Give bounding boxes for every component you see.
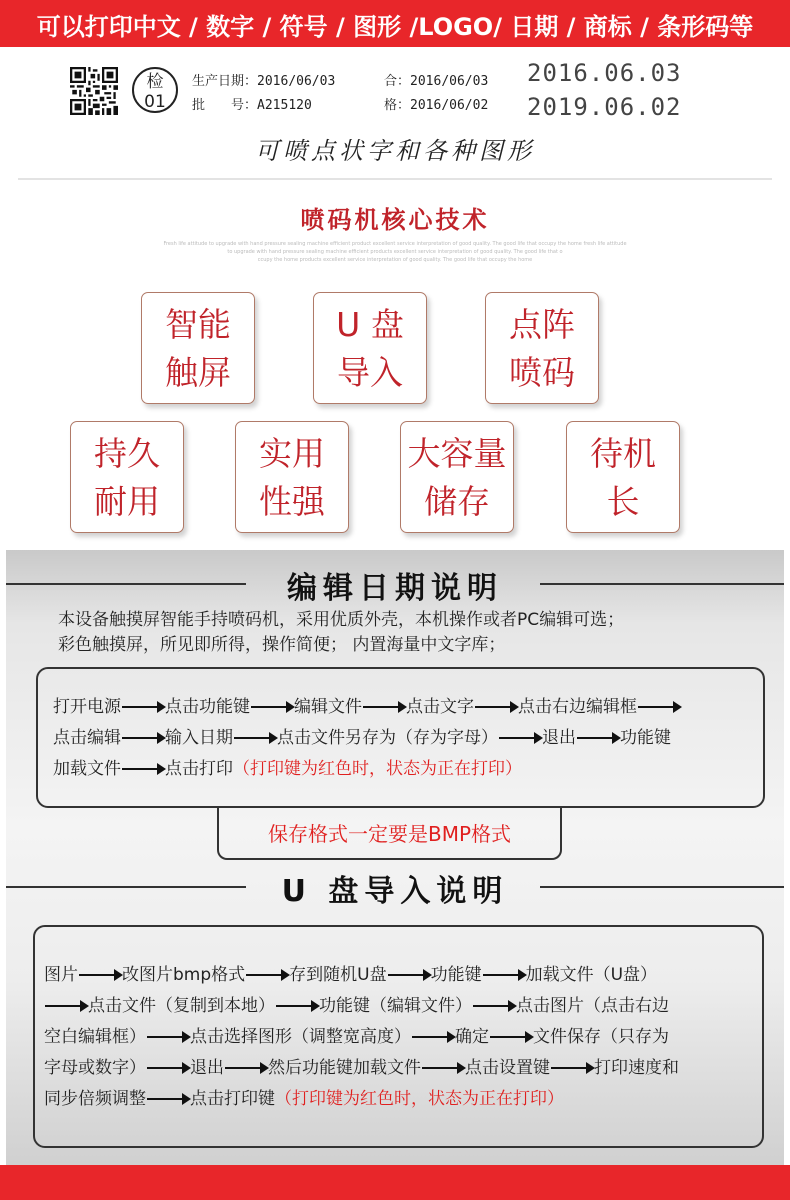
step-label: 点击设置键 bbox=[465, 1058, 550, 1078]
arrow-right-icon bbox=[412, 1036, 454, 1038]
text-part: 待机 bbox=[590, 434, 656, 473]
step-label: 点击文件另存为（存为字母） bbox=[277, 728, 498, 748]
text-part: 点阵 bbox=[509, 305, 575, 344]
step-label: 退出 bbox=[190, 1058, 224, 1078]
arrow-right-icon bbox=[122, 706, 164, 708]
stamp-top: 检 bbox=[146, 72, 164, 92]
print-status-note: （打印键为红色时，状态为正在打印） bbox=[233, 759, 522, 779]
edit-desc-1: 本设备触摸屏智能手持喷码机，采用优质外壳，本机操作或者PC编辑可选； bbox=[58, 610, 625, 630]
text-part: 2016/06/03 bbox=[257, 74, 336, 89]
bottom-band bbox=[0, 1165, 790, 1200]
arrow-right-icon bbox=[551, 1067, 593, 1069]
step-row bbox=[44, 1084, 679, 1115]
info-qualified-date bbox=[384, 70, 488, 89]
step-label: 文件保存（只存为 bbox=[533, 1027, 669, 1047]
arrow-right-icon bbox=[475, 706, 517, 708]
step-label: 功能键（编辑文件） bbox=[319, 996, 472, 1016]
stamp-bottom: 01 bbox=[144, 92, 166, 112]
feature-dot-matrix bbox=[485, 292, 599, 404]
text-part: 耐用 bbox=[94, 482, 160, 521]
arrow-right-icon bbox=[246, 974, 288, 976]
arrow-right-icon bbox=[45, 1005, 87, 1007]
fine-print-3: ccupy the home products excellent service interpretation of good quality. The good life that occupy the home bbox=[257, 257, 533, 263]
arrow-right-icon bbox=[122, 768, 164, 770]
step-label: 点击文字 bbox=[406, 697, 474, 717]
info-production-date bbox=[192, 70, 335, 89]
arrow-right-icon bbox=[422, 1067, 464, 1069]
step-row bbox=[44, 1053, 679, 1084]
feature-smart-touchscreen bbox=[141, 292, 255, 404]
text-part: 2016/06/02 bbox=[410, 98, 489, 113]
arrow-right-icon bbox=[577, 737, 619, 739]
text-part: U 盘 bbox=[336, 305, 404, 344]
step-label: 改图片bmp格式 bbox=[122, 965, 246, 985]
core-tech-title: 喷码机核心技术 bbox=[300, 206, 490, 234]
text-part: 2016/06/03 bbox=[410, 74, 489, 89]
info-spec-date bbox=[384, 94, 488, 113]
qr-code-icon bbox=[70, 67, 118, 115]
step-label: 然后功能键加载文件 bbox=[268, 1058, 421, 1078]
text-part: 生产日期： bbox=[192, 74, 258, 89]
bmp-format-note: 保存格式一定要是BMP格式 bbox=[217, 808, 562, 860]
step-label: 同步倍频调整 bbox=[44, 1089, 146, 1109]
inspection-stamp bbox=[132, 67, 178, 113]
arrow-right-icon bbox=[473, 1005, 515, 1007]
text-part: 智能 bbox=[165, 305, 231, 344]
text-part: 合： bbox=[384, 74, 411, 89]
dot-matrix-text: 可喷点状字和各种图形 bbox=[255, 137, 535, 165]
text-part: 大容量 bbox=[407, 434, 507, 473]
step-label: 点击打印 bbox=[165, 759, 233, 779]
step-row bbox=[44, 960, 679, 991]
arrow-right-icon bbox=[251, 706, 293, 708]
step-label: 图片 bbox=[44, 965, 78, 985]
arrow-right-icon bbox=[490, 1036, 532, 1038]
step-label: 编辑文件 bbox=[294, 697, 362, 717]
step-row bbox=[44, 991, 679, 1022]
text-part: 导入 bbox=[337, 353, 403, 392]
top-banner bbox=[0, 0, 790, 47]
step-label: 点击功能键 bbox=[165, 697, 250, 717]
feature-practical bbox=[235, 421, 349, 533]
text-part: 储存 bbox=[424, 482, 490, 521]
step-label: 加载文件 bbox=[53, 759, 121, 779]
arrow-right-icon bbox=[234, 737, 276, 739]
step-row bbox=[53, 692, 681, 723]
step-label: 输入日期 bbox=[165, 728, 233, 748]
dot-date-2: 2019.06.02 bbox=[527, 93, 682, 121]
feature-usb-import bbox=[313, 292, 427, 404]
step-label: 确定 bbox=[455, 1027, 489, 1047]
text-part: 持久 bbox=[94, 434, 160, 473]
step-label: 存到随机U盘 bbox=[289, 965, 387, 985]
step-label: 点击打印键 bbox=[190, 1089, 275, 1109]
info-batch-number bbox=[192, 94, 312, 113]
arrow-right-icon bbox=[499, 737, 541, 739]
arrow-right-icon bbox=[276, 1005, 318, 1007]
usb-steps bbox=[44, 960, 679, 1115]
step-label: 打开电源 bbox=[53, 697, 121, 717]
arrow-right-icon bbox=[225, 1067, 267, 1069]
step-label: 打印速度和 bbox=[594, 1058, 679, 1078]
arrow-right-icon bbox=[638, 706, 680, 708]
step-label: 点击文件（复制到本地） bbox=[88, 996, 275, 1016]
feature-large-storage bbox=[400, 421, 514, 533]
print-sample bbox=[0, 47, 790, 177]
edit-date-title: 编辑日期说明 bbox=[287, 571, 503, 606]
banner-text: 可以打印中文 / 数字 / 符号 / 图形 /LOGO/ 日期 / 商标 / 条形码等 bbox=[36, 13, 754, 41]
step-label: 空白编辑框） bbox=[44, 1027, 146, 1047]
edit-desc-2: 彩色触摸屏，所见即所得，操作简便； 内置海量中文字库； bbox=[58, 635, 506, 655]
arrow-right-icon bbox=[79, 974, 121, 976]
feature-long-standby bbox=[566, 421, 680, 533]
text-part: 触屏 bbox=[165, 353, 231, 392]
divider bbox=[18, 178, 772, 180]
step-label: 字母或数字） bbox=[44, 1058, 146, 1078]
step-row bbox=[53, 723, 681, 754]
step-label: 加载文件（U盘） bbox=[525, 965, 658, 985]
step-label: 点击图片（点击右边 bbox=[516, 996, 669, 1016]
step-label: 点击选择图形（调整宽高度） bbox=[190, 1027, 411, 1047]
arrow-right-icon bbox=[483, 974, 525, 976]
text-part: 格： bbox=[384, 98, 411, 113]
text-part: 实用 bbox=[259, 434, 325, 473]
usb-import-title: U 盘导入说明 bbox=[281, 874, 509, 909]
fine-print-2: to upgrade with hand pressure sealing machine efficient products excellent service interpretation of good quality. The good life that o bbox=[227, 249, 563, 255]
fine-print-1: Fresh life attitude to upgrade with hand pressure sealing machine efficient product excellent service interpretation of good quality. The good life that occupy the home fresh life attitude bbox=[163, 241, 627, 247]
arrow-right-icon bbox=[147, 1067, 189, 1069]
step-row bbox=[53, 754, 681, 785]
step-label: 点击编辑 bbox=[53, 728, 121, 748]
step-label: 点击右边编辑框 bbox=[518, 697, 637, 717]
step-label: 功能键 bbox=[620, 728, 671, 748]
print-status-note-2: （打印键为红色时，状态为正在打印） bbox=[275, 1089, 564, 1109]
arrow-right-icon bbox=[147, 1036, 189, 1038]
arrow-right-icon bbox=[122, 737, 164, 739]
arrow-right-icon bbox=[147, 1098, 189, 1100]
arrow-right-icon bbox=[388, 974, 430, 976]
text-part: A215120 bbox=[257, 98, 312, 113]
text-part: 性强 bbox=[259, 482, 325, 521]
step-label: 功能键 bbox=[430, 965, 482, 985]
edit-steps bbox=[53, 692, 681, 785]
arrow-right-icon bbox=[363, 706, 405, 708]
text-part: 批 号： bbox=[192, 98, 258, 113]
text-part: 长 bbox=[606, 482, 640, 521]
step-label: 退出 bbox=[542, 728, 576, 748]
text-part: 喷码 bbox=[509, 353, 575, 392]
step-row bbox=[44, 1022, 679, 1053]
feature-durable bbox=[70, 421, 184, 533]
dot-date-1: 2016.06.03 bbox=[527, 59, 682, 87]
